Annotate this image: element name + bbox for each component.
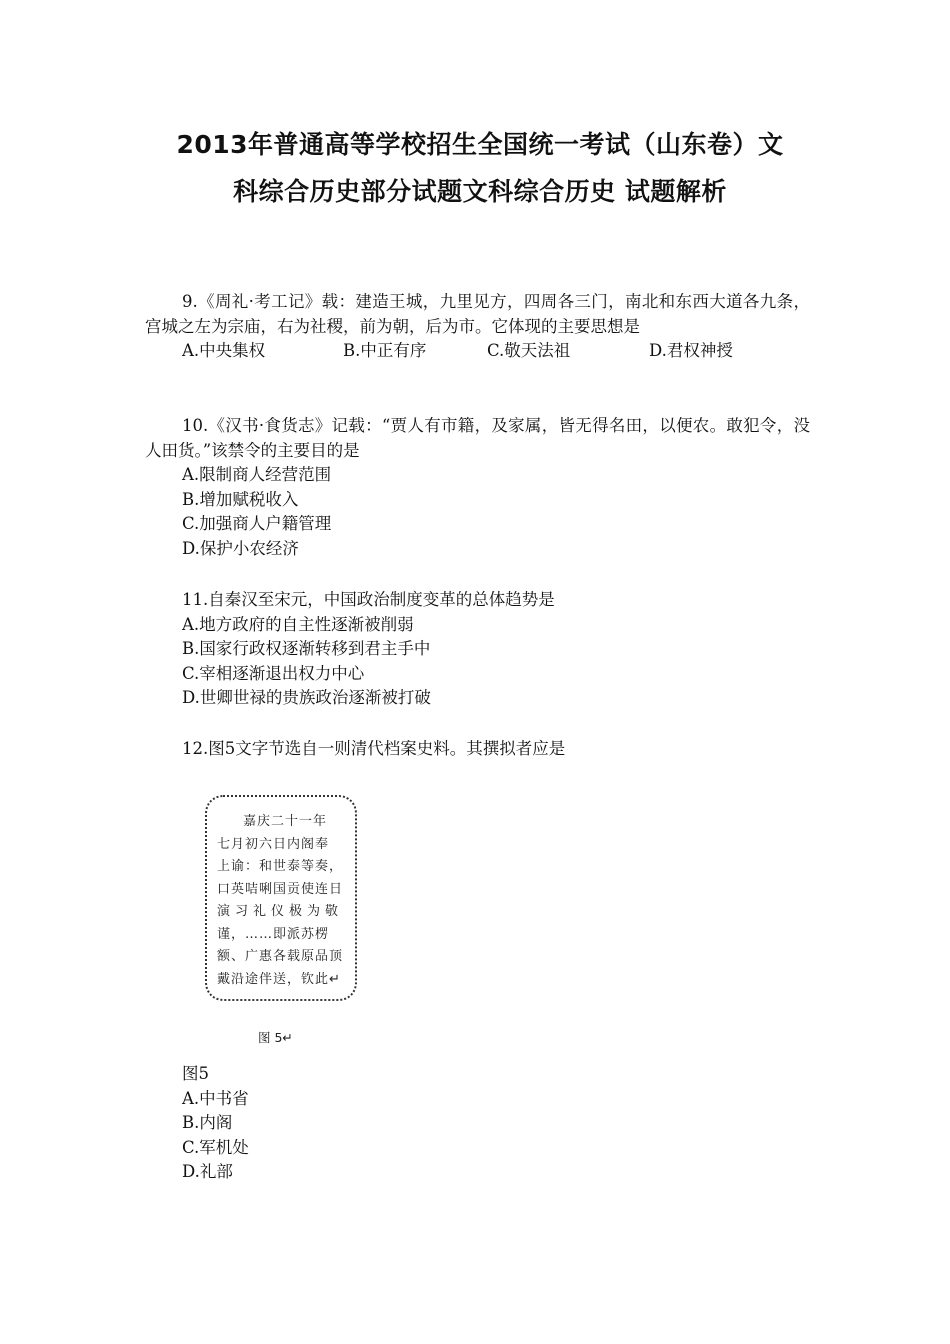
question-10-stem: 10.《汉书·食货志》记载：“贾人有市籍，及家属，皆无得名田，以便农。敢犯令，没人田货。”该禁令的主要目的是 — [145, 416, 810, 460]
option-c: C.加强商人户籍管理 — [182, 514, 332, 533]
option-c: C.宰相逐渐退出权力中心 — [182, 663, 365, 683]
scroll-line: 戴沿途伴送，钦此↵ — [217, 971, 341, 987]
figure-5-scroll — [205, 795, 357, 1001]
option-d: D.世卿世禄的贵族政治逐渐被打破 — [182, 688, 431, 707]
option-c: C.敬天法祖 — [487, 341, 571, 360]
option-d: D.礼部 — [182, 1162, 233, 1181]
question-10 — [145, 414, 810, 561]
option-b: B.国家行政权逐渐转移到君主手中 — [182, 639, 431, 658]
scroll-line: 上谕：和世泰等奏， — [217, 859, 344, 874]
option-a: A.地方政府的自主性逐渐被削弱 — [182, 614, 414, 634]
scroll-line: 七月初六日内阁奉 — [217, 836, 330, 852]
option-c: C.军机处 — [182, 1137, 249, 1157]
question-9-stem: 9.《周礼·考工记》载：建造王城，九里见方，四周各三门，南北和东西大道各九条，宫城之左为宗庙，右为社稷，前为朝，后为市。它体现的主要思想是 — [145, 292, 810, 336]
question-12-stem: 12.图5文字节选自一则清代档案史料。其撰拟者应是 — [182, 739, 566, 758]
figure-label: 图5 — [182, 1064, 209, 1083]
option-b: B.中正有序 — [343, 341, 427, 360]
scroll-line: 演习礼仪极为敬 — [217, 904, 344, 919]
scroll-line: 谨，……即派苏楞 — [217, 926, 330, 942]
option-a: A.中央集权 — [182, 341, 266, 360]
option-d: D.君权神授 — [649, 341, 733, 360]
question-11 — [145, 588, 810, 711]
question-12-options — [145, 1062, 810, 1185]
question-9 — [145, 290, 810, 364]
question-11-stem: 11.自秦汉至宋元，中国政治制度变革的总体趋势是 — [182, 590, 555, 609]
scroll-line: 口英咭唎国贡使连日 — [217, 881, 344, 897]
question-12 — [145, 737, 810, 762]
option-b: B.增加赋税收入 — [182, 489, 299, 509]
option-b: B.内阁 — [182, 1113, 233, 1132]
option-d: D.保护小农经济 — [182, 538, 299, 558]
option-a: A.中书省 — [182, 1088, 249, 1108]
option-a: A.限制商人经营范围 — [182, 465, 332, 484]
question-9-options — [145, 339, 810, 364]
document-title-line-2: 科综合历史部分试题文科综合历史 试题解析 — [233, 177, 727, 206]
scroll-line: 额、广惠各载原品顶 — [217, 949, 344, 964]
scroll-line: 嘉庆二十一年 — [243, 814, 328, 829]
document-title-line-1: 2013年普通高等学校招生全国统一考试（山东卷）文 — [176, 130, 784, 159]
figure-5-caption: 图 5↵ — [258, 1030, 293, 1045]
